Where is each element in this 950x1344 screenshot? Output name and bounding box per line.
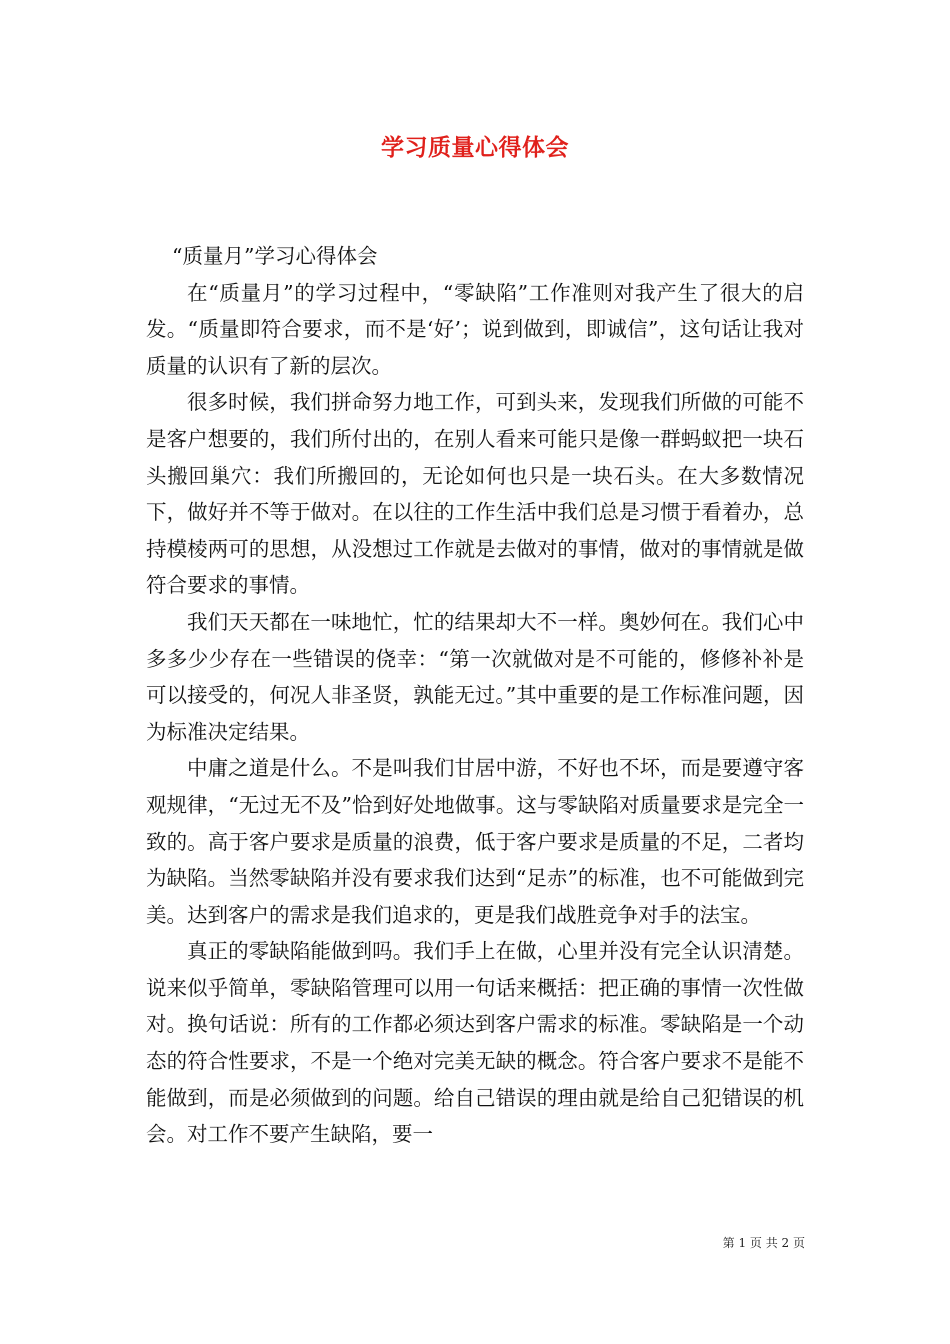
page-number: 第 1 页 共 2 页 <box>722 1236 805 1250</box>
paragraph-2: 很多时候，我们拼命努力地工作，可到头来，发现我们所做的可能不是客户想要的，我们所付出的，在别人看来可能只是像一群蚂蚁把一块石头搬回巢穴：我们所搬回的，无论如何也只是一块石头。在大多数情况下，做好并不等于做对。在以往的工作生活中我们总是习惯于看着办，总持模棱两可的思想，从没想过工作就是去做对的事情，做对的事情就是做符合要求的事情。 <box>146 390 804 598</box>
document-subtitle: “质量月”学习心得体会 <box>172 244 378 268</box>
paragraph-3: 我们天天都在一味地忙，忙的结果却大不一样。奥妙何在。我们心中多多少少存在一些错误的侥幸：“第一次就做对是不可能的，修修补补是可以接受的，何况人非圣贤，孰能无过。”其中重要的是工作标准问题，因为标准决定结果。 <box>146 609 804 744</box>
document-body <box>146 238 804 1153</box>
document-title: 学习质量心得体会 <box>381 134 569 161</box>
page-footer <box>0 1234 805 1251</box>
paragraph-4: 中庸之道是什么。不是叫我们甘居中游，不好也不坏，而是要遵守客观规律，“无过无不及”恰到好处地做事。这与零缺陷对质量要求是完全一致的。高于客户要求是质量的浪费，低于客户要求是质量的不足，二者均为缺陷。当然零缺陷并没有要求我们达到“足赤”的标准，也不可能做到完美。达到客户的需求是我们追求的，更是我们战胜竞争对手的法宝。 <box>146 756 804 927</box>
paragraph-5: 真正的零缺陷能做到吗。我们手上在做，心里并没有完全认识清楚。说来似乎简单，零缺陷管理可以用一句话来概括：把正确的事情一次性做对。换句话说：所有的工作都必须达到客户需求的标准。零缺陷是一个动态的符合性要求，不是一个绝对完美无缺的概念。符合客户要求不是能不能做到，而是必须做到的问题。给自己错误的理由就是给自己犯错误的机会。对工作不要产生缺陷，要一 <box>146 939 804 1147</box>
paragraph-1: 在“质量月”的学习过程中，“零缺陷”工作准则对我产生了很大的启发。“质量即符合要求，而不是‘好’；说到做到，即诚信”，这句话让我对质量的认识有了新的层次。 <box>146 280 804 378</box>
